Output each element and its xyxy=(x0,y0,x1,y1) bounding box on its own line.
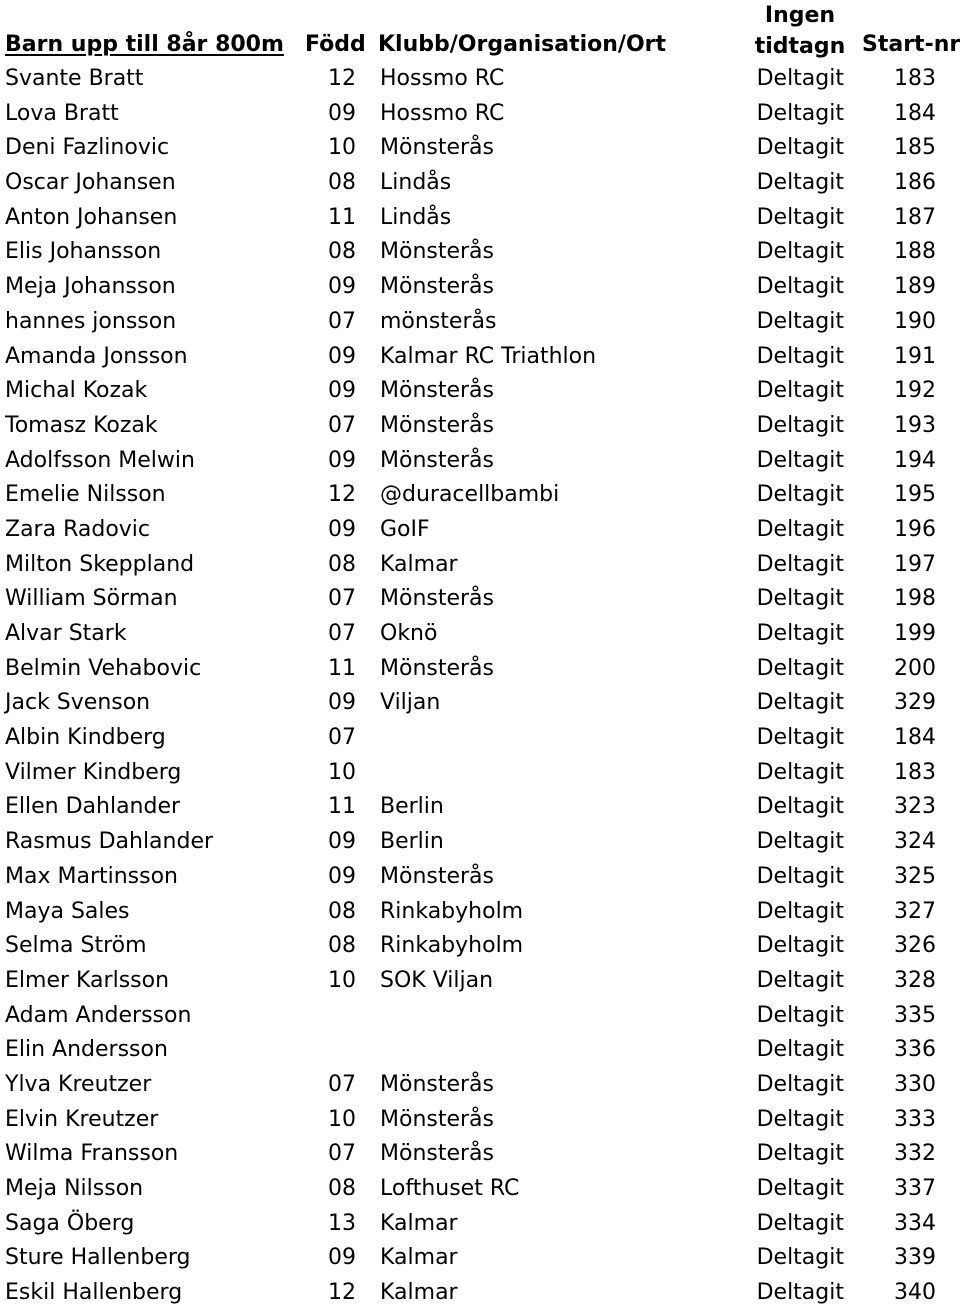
cell-born: 09 xyxy=(328,1245,356,1271)
cell-born: 11 xyxy=(328,204,356,230)
cell-club: Mönsterås xyxy=(380,447,494,473)
cell-status: Deltagit xyxy=(756,343,844,369)
cell-club xyxy=(380,721,740,756)
cell-status: Deltagit xyxy=(756,725,844,751)
table-row xyxy=(0,444,960,479)
cell-start: 325 xyxy=(894,863,936,889)
cell-club: Oknö xyxy=(380,621,438,646)
cell-name: Adam Andersson xyxy=(5,1002,192,1028)
cell-name: Deni Fazlinovic xyxy=(5,135,170,161)
cell-born: 07 xyxy=(328,621,356,646)
table-title: Barn upp till 8år 800m xyxy=(5,32,284,57)
cell-club: Rinkabyholm xyxy=(380,898,524,924)
cell-name: Selma Ström xyxy=(5,933,147,959)
cell-start: 190 xyxy=(894,308,936,334)
cell-start: 192 xyxy=(894,378,936,404)
cell-status: Deltagit xyxy=(756,655,844,681)
table-row xyxy=(0,721,960,756)
cell-name: hannes jonsson xyxy=(5,308,177,334)
cell-start: 336 xyxy=(894,1037,936,1063)
cell-club: Mönsterås xyxy=(380,863,494,889)
cell-name: Zara Radovic xyxy=(5,516,151,542)
cell-club: Rinkabyholm xyxy=(380,933,524,959)
column-header-status xyxy=(740,0,860,62)
cell-status: Deltagit xyxy=(756,239,844,265)
cell-status: Deltagit xyxy=(756,829,844,855)
cell-club: Viljan xyxy=(380,690,441,716)
table-row xyxy=(0,929,960,964)
cell-club: Mönsterås xyxy=(380,239,494,265)
cell-start: 332 xyxy=(894,1141,936,1167)
table-row xyxy=(0,1033,960,1068)
cell-status: Deltagit xyxy=(756,586,844,612)
cell-start: 198 xyxy=(894,586,936,612)
cell-name: Meja Nilsson xyxy=(5,1176,144,1201)
cell-status: Deltagit xyxy=(756,482,844,508)
table-row xyxy=(0,860,960,895)
cell-start: 337 xyxy=(894,1176,936,1201)
table-row xyxy=(0,340,960,375)
cell-club: Hossmo RC xyxy=(380,66,505,91)
cell-name: Saga Öberg xyxy=(5,1210,135,1236)
table-row xyxy=(0,756,960,791)
column-header-status-line2: tidtagn xyxy=(754,34,846,59)
cell-name: Lova Bratt xyxy=(5,100,119,126)
cell-start: 199 xyxy=(894,621,936,646)
table-row xyxy=(0,374,960,409)
cell-name: Milton Skeppland xyxy=(5,551,195,577)
cell-start: 334 xyxy=(894,1210,936,1236)
cell-club: Mönsterås xyxy=(380,274,494,300)
cell-club: Kalmar xyxy=(380,1245,458,1271)
cell-status: Deltagit xyxy=(756,1002,844,1028)
table-row xyxy=(0,964,960,999)
cell-club: Lindås xyxy=(380,204,452,230)
cell-start: 185 xyxy=(894,135,936,161)
cell-start: 326 xyxy=(894,933,936,959)
cell-born: 11 xyxy=(328,655,356,681)
table-row xyxy=(0,1103,960,1138)
cell-name: Belmin Vehabovic xyxy=(5,655,202,681)
cell-club: Hossmo RC xyxy=(380,100,505,126)
cell-born: 10 xyxy=(328,759,356,785)
table-row xyxy=(0,652,960,687)
cell-name: Ylva Kreutzer xyxy=(5,1071,152,1097)
cell-status: Deltagit xyxy=(756,66,844,91)
cell-name: Elin Andersson xyxy=(5,1037,168,1063)
cell-born: 09 xyxy=(328,447,356,473)
cell-born: 07 xyxy=(328,412,356,438)
cell-start: 335 xyxy=(894,1002,936,1028)
cell-born: 12 xyxy=(328,1280,356,1306)
cell-name: Elmer Karlsson xyxy=(5,967,170,993)
column-header-club: Klubb/Organisation/Ort xyxy=(378,32,667,57)
cell-club: Mönsterås xyxy=(380,1106,494,1132)
cell-born: 08 xyxy=(328,1176,356,1201)
cell-status: Deltagit xyxy=(756,516,844,542)
cell-status: Deltagit xyxy=(756,690,844,716)
cell-born: 09 xyxy=(328,100,356,126)
cell-club xyxy=(380,1033,740,1068)
cell-born: 08 xyxy=(328,933,356,959)
cell-born: 07 xyxy=(328,1141,356,1167)
cell-born: 09 xyxy=(328,274,356,300)
cell-start: 324 xyxy=(894,829,936,855)
cell-status: Deltagit xyxy=(756,898,844,924)
cell-born: 09 xyxy=(328,516,356,542)
cell-club: Kalmar RC Triathlon xyxy=(380,343,597,369)
cell-born: 10 xyxy=(328,135,356,161)
cell-status: Deltagit xyxy=(756,1071,844,1097)
cell-born: 10 xyxy=(328,967,356,993)
cell-name: Ellen Dahlander xyxy=(5,794,181,820)
cell-name: Wilma Fransson xyxy=(5,1141,179,1167)
table-row xyxy=(0,686,960,721)
cell-born: 08 xyxy=(328,170,356,196)
cell-club xyxy=(380,999,740,1034)
cell-start: 327 xyxy=(894,898,936,924)
cell-born: 10 xyxy=(328,1106,356,1132)
table-row xyxy=(0,478,960,513)
cell-club: Lofthuset RC xyxy=(380,1176,520,1201)
cell-name: Amanda Jonsson xyxy=(5,343,188,369)
table-row xyxy=(0,235,960,270)
cell-status: Deltagit xyxy=(756,135,844,161)
cell-club xyxy=(380,756,740,791)
cell-born: 12 xyxy=(328,66,356,91)
cell-start: 188 xyxy=(894,239,936,265)
table-row xyxy=(0,1241,960,1276)
table-body xyxy=(0,62,960,1311)
cell-name: Sture Hallenberg xyxy=(5,1245,191,1271)
cell-name: Tomasz Kozak xyxy=(5,412,158,438)
cell-club: Berlin xyxy=(380,829,444,855)
cell-born: 09 xyxy=(328,863,356,889)
table-row xyxy=(0,62,960,97)
cell-club: Kalmar xyxy=(380,1280,458,1306)
cell-status: Deltagit xyxy=(756,794,844,820)
cell-born: 08 xyxy=(328,239,356,265)
cell-start: 340 xyxy=(894,1280,936,1306)
cell-start: 187 xyxy=(894,204,936,230)
cell-name: Maya Sales xyxy=(5,898,130,924)
cell-start: 195 xyxy=(894,482,936,508)
cell-status: Deltagit xyxy=(756,933,844,959)
cell-club: Kalmar xyxy=(380,551,458,577)
cell-name: Max Martinsson xyxy=(5,863,178,889)
cell-status: Deltagit xyxy=(756,308,844,334)
cell-status: Deltagit xyxy=(756,759,844,785)
cell-born: 12 xyxy=(328,482,356,508)
cell-born: 09 xyxy=(328,378,356,404)
cell-start: 339 xyxy=(894,1245,936,1271)
cell-status: Deltagit xyxy=(756,551,844,577)
cell-club: Mönsterås xyxy=(380,135,494,161)
cell-name: Meja Johansson xyxy=(5,274,176,300)
table-row xyxy=(0,895,960,930)
table-row xyxy=(0,825,960,860)
column-header-born: Född xyxy=(305,32,366,57)
cell-born xyxy=(300,999,356,1034)
cell-start: 184 xyxy=(894,100,936,126)
table-row xyxy=(0,1207,960,1242)
cell-name: Vilmer Kindberg xyxy=(5,759,182,785)
cell-status: Deltagit xyxy=(756,170,844,196)
cell-status: Deltagit xyxy=(756,378,844,404)
cell-club: Mönsterås xyxy=(380,1141,494,1167)
cell-start: 323 xyxy=(894,794,936,820)
cell-status: Deltagit xyxy=(756,1245,844,1271)
cell-name: Elis Johansson xyxy=(5,239,162,265)
cell-name: Jack Svenson xyxy=(5,690,151,716)
cell-born: 07 xyxy=(328,1071,356,1097)
cell-born: 07 xyxy=(328,586,356,612)
table-row xyxy=(0,582,960,617)
cell-club: Berlin xyxy=(380,794,444,820)
cell-club: Mönsterås xyxy=(380,655,494,681)
table-row xyxy=(0,548,960,583)
cell-club: Mönsterås xyxy=(380,1071,494,1097)
cell-start: 194 xyxy=(894,447,936,473)
cell-born: 08 xyxy=(328,551,356,577)
cell-name: Anton Johansen xyxy=(5,204,178,230)
cell-status: Deltagit xyxy=(756,100,844,126)
cell-club: Kalmar xyxy=(380,1210,458,1236)
cell-status: Deltagit xyxy=(756,621,844,646)
cell-start: 191 xyxy=(894,343,936,369)
cell-born xyxy=(300,1033,356,1068)
cell-start: 328 xyxy=(894,967,936,993)
table-header xyxy=(0,0,960,62)
cell-status: Deltagit xyxy=(756,1280,844,1306)
table-row xyxy=(0,1172,960,1207)
table-row xyxy=(0,131,960,166)
cell-status: Deltagit xyxy=(756,863,844,889)
cell-status: Deltagit xyxy=(756,1141,844,1167)
cell-name: Michal Kozak xyxy=(5,378,148,404)
cell-status: Deltagit xyxy=(756,1210,844,1236)
cell-start: 200 xyxy=(894,655,936,681)
cell-start: 329 xyxy=(894,690,936,716)
table-row xyxy=(0,97,960,132)
cell-born: 09 xyxy=(328,343,356,369)
cell-start: 183 xyxy=(894,66,936,91)
table-row xyxy=(0,1137,960,1172)
cell-club: @duracellbambi xyxy=(380,482,560,508)
cell-status: Deltagit xyxy=(756,1106,844,1132)
cell-club: Mönsterås xyxy=(380,586,494,612)
cell-start: 196 xyxy=(894,516,936,542)
cell-status: Deltagit xyxy=(756,274,844,300)
cell-status: Deltagit xyxy=(756,447,844,473)
cell-start: 184 xyxy=(894,725,936,751)
cell-status: Deltagit xyxy=(756,1037,844,1063)
cell-name: Oscar Johansen xyxy=(5,170,176,196)
cell-start: 333 xyxy=(894,1106,936,1132)
cell-status: Deltagit xyxy=(756,204,844,230)
cell-born: 13 xyxy=(328,1210,356,1236)
cell-born: 09 xyxy=(328,690,356,716)
cell-born: 09 xyxy=(328,829,356,855)
table-row xyxy=(0,409,960,444)
cell-name: Alvar Stark xyxy=(5,621,127,646)
cell-club: Lindås xyxy=(380,170,452,196)
table-row xyxy=(0,790,960,825)
cell-club: Mönsterås xyxy=(380,412,494,438)
cell-start: 193 xyxy=(894,412,936,438)
cell-club: SOK Viljan xyxy=(380,967,494,993)
cell-name: Elvin Kreutzer xyxy=(5,1106,159,1132)
cell-born: 08 xyxy=(328,898,356,924)
cell-name: Rasmus Dahlander xyxy=(5,829,214,855)
table-row xyxy=(0,999,960,1034)
cell-start: 197 xyxy=(894,551,936,577)
cell-club: GoIF xyxy=(380,516,430,542)
cell-born: 07 xyxy=(328,725,356,751)
cell-status: Deltagit xyxy=(756,412,844,438)
cell-born: 11 xyxy=(328,794,356,820)
cell-club: mönsterås xyxy=(380,308,497,334)
cell-name: Adolfsson Melwin xyxy=(5,447,195,473)
cell-name: Eskil Hallenberg xyxy=(5,1280,183,1306)
cell-status: Deltagit xyxy=(756,967,844,993)
cell-start: 183 xyxy=(894,759,936,785)
table-row xyxy=(0,1068,960,1103)
cell-start: 330 xyxy=(894,1071,936,1097)
cell-start: 186 xyxy=(894,170,936,196)
cell-start: 189 xyxy=(894,274,936,300)
cell-name: Albin Kindberg xyxy=(5,725,166,751)
cell-name: Emelie Nilsson xyxy=(5,482,166,508)
cell-status: Deltagit xyxy=(756,1176,844,1201)
table-row xyxy=(0,617,960,652)
cell-name: William Sörman xyxy=(5,586,178,612)
cell-club: Mönsterås xyxy=(380,378,494,404)
cell-born: 07 xyxy=(328,308,356,334)
cell-name: Svante Bratt xyxy=(5,66,144,91)
table-row xyxy=(0,201,960,236)
table-row xyxy=(0,513,960,548)
column-header-status-line1: Ingen xyxy=(764,3,836,28)
column-header-start: Start-nr xyxy=(862,32,960,57)
table-row xyxy=(0,305,960,340)
table-row xyxy=(0,270,960,305)
table-row xyxy=(0,166,960,201)
